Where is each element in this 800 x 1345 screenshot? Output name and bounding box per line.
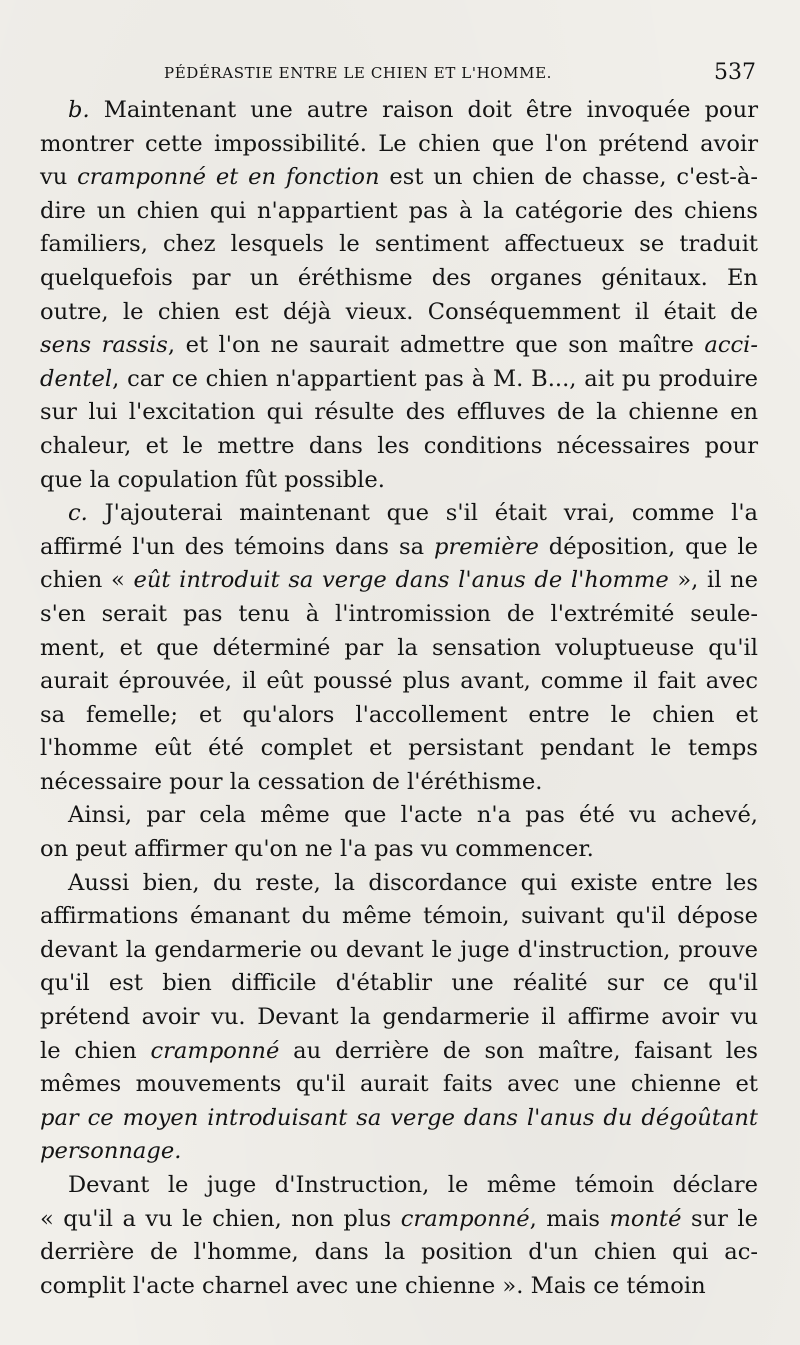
paragraph-aussi bbox=[40, 867, 758, 1169]
italic-run: cramponné bbox=[400, 1205, 530, 1232]
text-run: le chien bbox=[40, 1037, 151, 1064]
text-line bbox=[40, 531, 758, 565]
text-line bbox=[40, 967, 758, 1001]
text-line bbox=[40, 1135, 758, 1169]
text-run: Ainsi, par cela même que l'acte n'a pas été vu achevé, bbox=[68, 802, 758, 829]
text-run: chien « bbox=[40, 567, 134, 594]
paragraph-b bbox=[40, 94, 758, 497]
text-line bbox=[40, 699, 758, 733]
italic-run: personnage. bbox=[40, 1138, 182, 1165]
text-line bbox=[40, 329, 758, 363]
text-run: derrière de l'homme, dans la position d'un chien qui ac- bbox=[40, 1239, 758, 1266]
text-run: Aussi bien, du reste, la discordance qui existe entre les bbox=[68, 869, 758, 896]
text-line bbox=[40, 598, 758, 632]
text-run: , mais bbox=[529, 1205, 610, 1232]
text-run: « qu'il a vu le chien, non plus bbox=[40, 1205, 401, 1232]
italic-run: monté bbox=[609, 1205, 682, 1232]
text-line bbox=[40, 296, 758, 330]
text-run: quelquefois par un éréthisme des organes génitaux. En bbox=[40, 264, 758, 291]
text-line bbox=[40, 128, 758, 162]
text-line bbox=[40, 396, 758, 430]
text-line bbox=[40, 665, 758, 699]
text-line bbox=[40, 766, 758, 800]
text-line bbox=[40, 1270, 758, 1304]
text-line bbox=[40, 1068, 758, 1102]
text-run: qu'il est bien difficile d'établir une réalité sur ce qu'il bbox=[40, 970, 758, 997]
text-run: prétend avoir vu. Devant la gendarmerie il affirme avoir vu bbox=[40, 1004, 758, 1031]
text-line bbox=[40, 799, 758, 833]
text-line bbox=[40, 934, 758, 968]
text-line bbox=[40, 430, 758, 464]
text-line bbox=[40, 732, 758, 766]
text-run: », il ne bbox=[668, 567, 758, 594]
text-run: ment, et que déterminé par la sensation voluptueuse qu'il bbox=[40, 634, 758, 661]
text-run: montrer cette impossibilité. Le chien que l'on prétend avoir bbox=[40, 130, 758, 157]
text-line bbox=[40, 262, 758, 296]
text-run: devant la gendarmerie ou devant le juge d'instruction, prouve bbox=[40, 936, 758, 963]
running-header bbox=[40, 58, 758, 92]
text-run: aurait éprouvée, il eût poussé plus avant, comme il fait avec bbox=[40, 668, 758, 695]
text-line bbox=[40, 1001, 758, 1035]
text-run: que la copulation fût possible. bbox=[40, 466, 385, 493]
text-run: l'homme eût été complet et persistant pendant le temps bbox=[40, 735, 758, 762]
text-line bbox=[40, 1169, 758, 1203]
text-line bbox=[40, 1035, 758, 1069]
text-run: nécessaire pour la cessation de l'éréthisme. bbox=[40, 768, 543, 795]
text-run: affirmations émanant du même témoin, suivant qu'il dépose bbox=[40, 903, 758, 930]
text-line bbox=[40, 161, 758, 195]
text-run: , car ce chien n'appartient pas à M. B..., ait pu produire bbox=[112, 365, 758, 392]
text-line bbox=[40, 464, 758, 498]
text-run: Devant le juge d'Instruction, le même témoin déclare bbox=[68, 1172, 758, 1198]
text-run: Maintenant une autre raison doit être invoquée pour bbox=[103, 97, 758, 123]
text-run: chaleur, et le mettre dans les conditions nécessaires pour bbox=[40, 432, 758, 459]
text-line bbox=[40, 833, 758, 867]
text-run: affirmé l'un des témoins dans sa bbox=[40, 533, 434, 560]
text-run: s'en serait pas tenu à l'intromission de l'extrémité seule- bbox=[40, 600, 758, 627]
text-line bbox=[40, 564, 758, 598]
paragraph-ainsi bbox=[40, 799, 758, 866]
italic-run: c. bbox=[68, 500, 105, 527]
text-run: J'ajouterai maintenant que s'il était vrai, comme l'a bbox=[104, 500, 758, 527]
text-line bbox=[40, 900, 758, 934]
text-line bbox=[40, 867, 758, 901]
italic-run: cramponné et en fonction bbox=[77, 164, 380, 191]
text-run: on peut affirmer qu'on ne l'a pas vu commencer. bbox=[40, 836, 594, 863]
text-line bbox=[40, 1203, 758, 1237]
italic-run: b. bbox=[68, 97, 104, 123]
text-run: au derrière de son maître, faisant les bbox=[279, 1037, 758, 1064]
text-run: dire un chien qui n'appartient pas à la catégorie des chiens bbox=[40, 197, 758, 224]
text-run: mêmes mouvements qu'il aurait faits avec une chienne et bbox=[40, 1071, 758, 1098]
italic-run: eût introduit sa verge dans l'anus de l'homme bbox=[133, 567, 669, 594]
italic-run: par ce moyen introduisant sa verge dans l'anus du dégoûtant bbox=[40, 1104, 758, 1131]
text-run: sur le bbox=[681, 1205, 758, 1232]
italic-run: première bbox=[433, 533, 539, 560]
text-line bbox=[40, 497, 758, 531]
text-run: complit l'acte charnel avec une chienne ». Mais ce témoin bbox=[40, 1272, 706, 1299]
italic-run: dentel bbox=[40, 365, 113, 392]
paragraph-c bbox=[40, 497, 758, 799]
text-run: familiers, chez lesquels le sentiment affectueux se traduit bbox=[40, 231, 758, 258]
body-text bbox=[40, 94, 758, 1303]
text-run: outre, le chien est déjà vieux. Conséquemment il était de bbox=[40, 298, 758, 325]
italic-run: acci- bbox=[704, 332, 758, 359]
text-line bbox=[40, 632, 758, 666]
italic-run: cramponné bbox=[150, 1037, 280, 1064]
text-run: vu bbox=[40, 164, 78, 191]
text-line bbox=[40, 195, 758, 229]
text-run: sa femelle; et qu'alors l'accollement entre le chien et bbox=[40, 701, 758, 728]
text-run: déposition, que le bbox=[538, 533, 758, 560]
text-line bbox=[40, 363, 758, 397]
text-line bbox=[40, 1102, 758, 1136]
text-run: est un chien de chasse, c'est-à- bbox=[379, 164, 758, 191]
paragraph-devant bbox=[40, 1169, 758, 1303]
text-run: , et l'on ne saurait admettre que son maître bbox=[167, 332, 705, 359]
header-title: PÉDÉRASTIE ENTRE LE CHIEN ET L'HOMME. bbox=[164, 64, 552, 82]
italic-run: sens rassis bbox=[40, 332, 168, 359]
page-number: 537 bbox=[714, 60, 756, 85]
text-line bbox=[40, 1236, 758, 1270]
text-line bbox=[40, 94, 758, 128]
text-line bbox=[40, 228, 758, 262]
text-run: sur lui l'excitation qui résulte des effluves de la chienne en bbox=[40, 399, 758, 426]
